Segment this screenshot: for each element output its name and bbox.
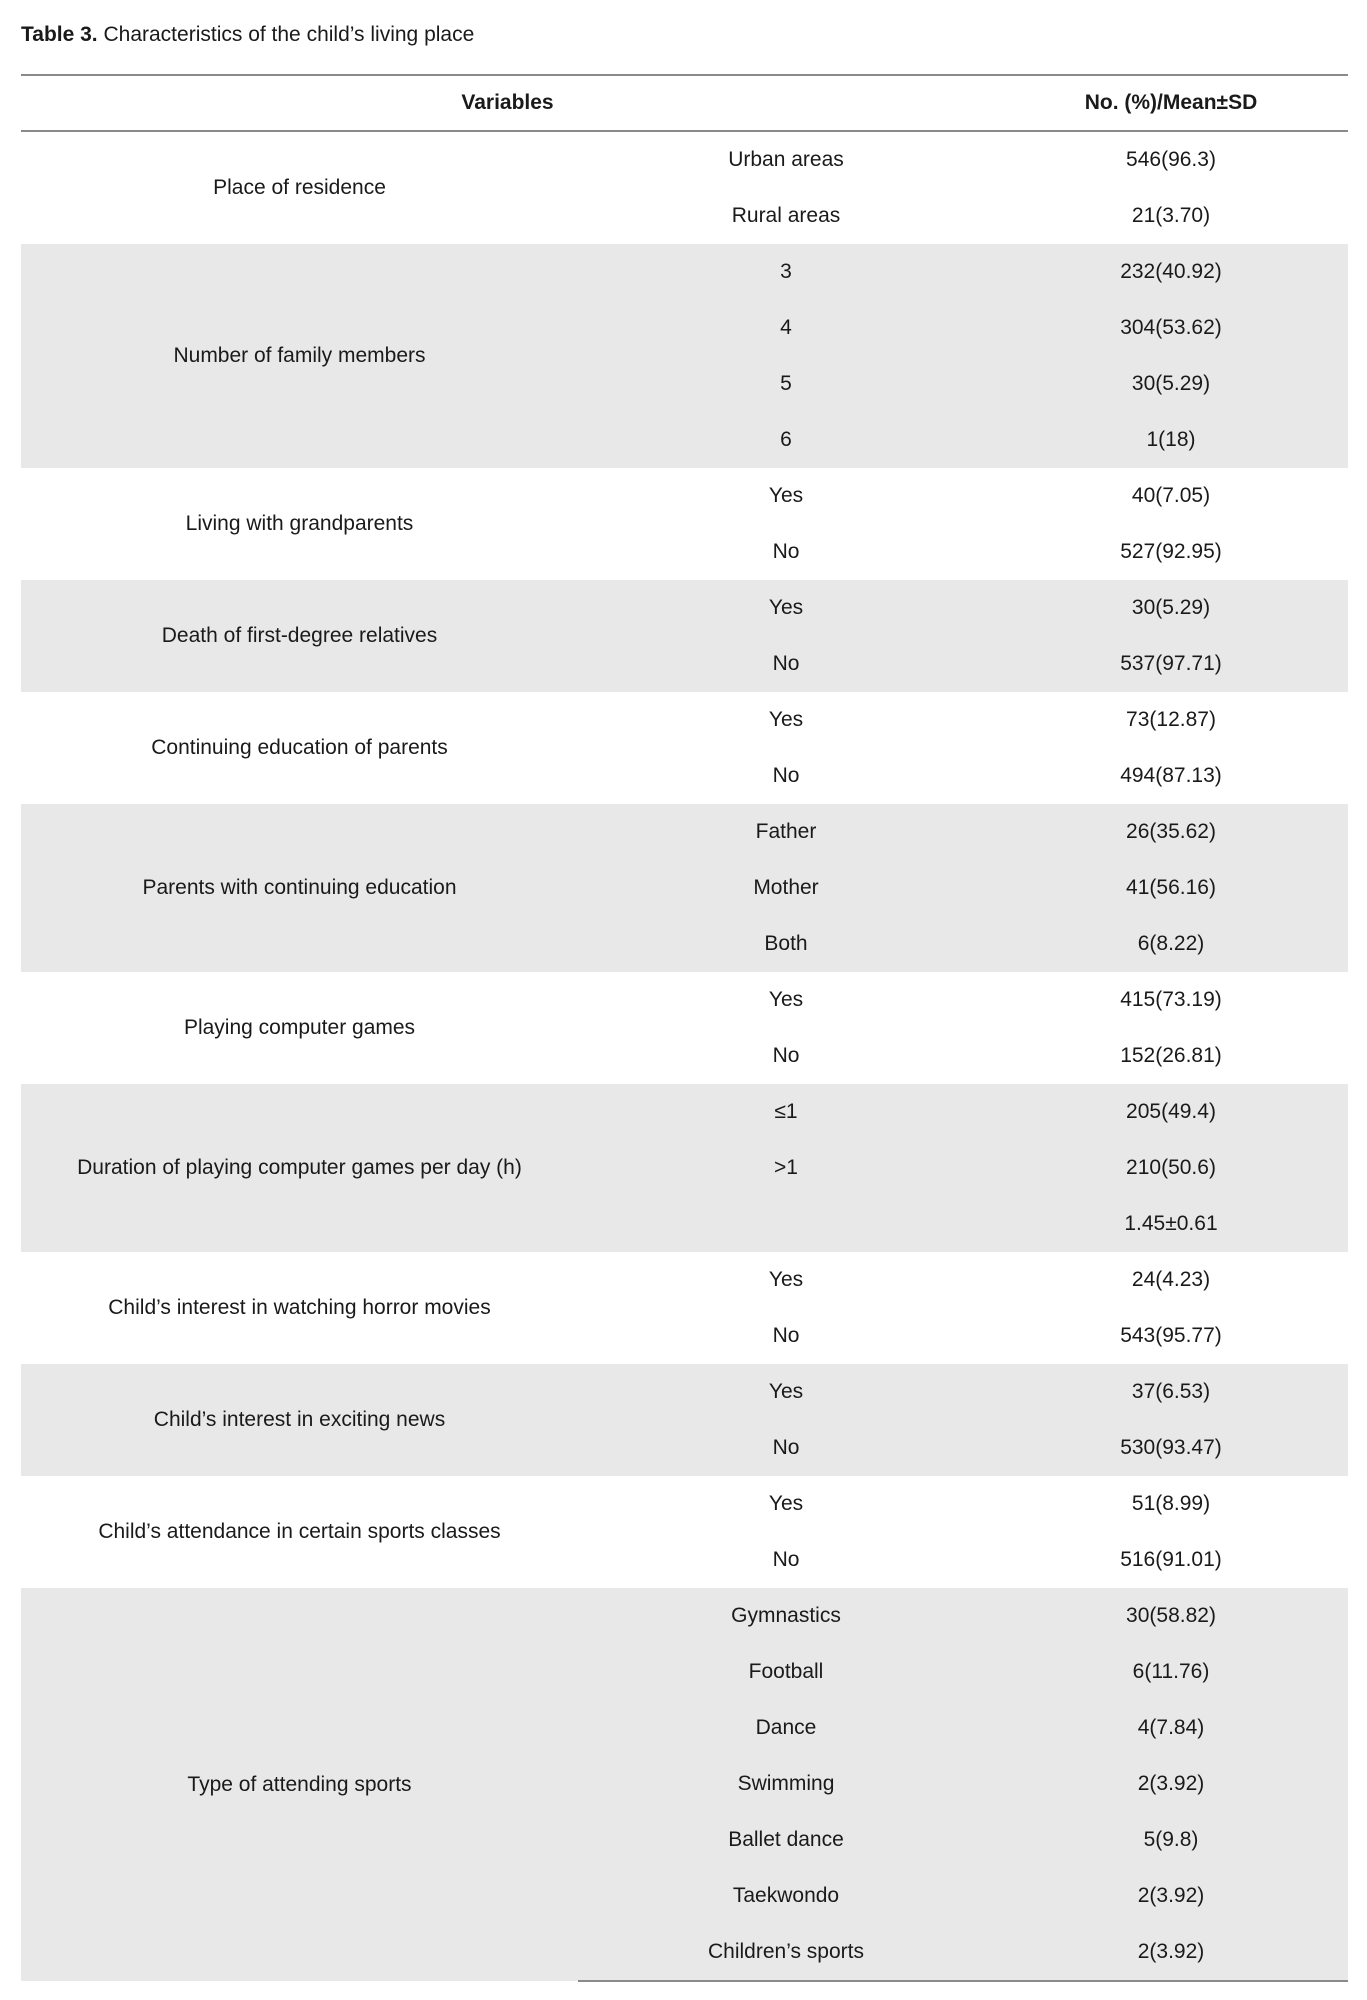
category-cell: 3 [578,244,994,300]
category-cell: 5 [578,356,994,412]
table-row [21,1364,1348,1420]
table-caption-title: Characteristics of the child’s living place [103,23,475,46]
value-cell: 4(7.84) [994,1700,1348,1756]
value-cell: 2(3.92) [994,1756,1348,1812]
category-cell: Gymnastics [578,1588,994,1644]
table-row [21,804,1348,860]
category-cell: No [772,1324,800,1347]
table-caption [21,20,474,50]
value-cell: 543(95.77) [1120,1324,1222,1347]
value-cell: 415(73.19) [1120,988,1222,1011]
table-row [21,580,1348,636]
category-cell: No [772,1044,800,1067]
table-row [21,1588,1348,1644]
value-cell: 205(49.4) [994,1084,1348,1140]
value-cell: 6(11.76) [994,1644,1348,1700]
category-cell: Dance [578,1700,994,1756]
category-cell [578,1196,994,1252]
category-cell: No [772,1548,800,1571]
category-cell: Mother [578,860,994,916]
value-cell: 6(8.22) [994,916,1348,972]
value-cell: 73(12.87) [1126,708,1216,731]
category-cell: Yes [768,1268,804,1291]
category-cell: Yes [768,484,804,507]
value-cell: 304(53.62) [994,300,1348,356]
category-cell: Taekwondo [578,1868,994,1924]
variable-cell: Continuing education of parents [151,736,448,759]
table-caption-label: Table 3. [21,23,98,46]
value-cell: 21(3.70) [1131,204,1211,227]
value-cell: 24(4.23) [1131,1268,1211,1291]
value-cell: 530(93.47) [994,1420,1348,1476]
category-cell: No [578,636,994,692]
value-cell: 51(8.99) [1131,1492,1211,1515]
table-row [21,692,1348,748]
table-row [21,1252,1348,1308]
value-cell: 40(7.05) [1131,484,1211,507]
value-cell: 527(92.95) [1120,540,1222,563]
category-cell: Yes [768,1492,804,1515]
value-cell: 30(5.29) [994,580,1348,636]
category-cell: Both [578,916,994,972]
category-cell: Ballet dance [578,1812,994,1868]
value-cell: 2(3.92) [994,1868,1348,1924]
category-cell: Rural areas [731,204,841,227]
value-cell: 37(6.53) [994,1364,1348,1420]
category-cell: Children’s sports [578,1924,994,1981]
category-cell: Yes [578,1364,994,1420]
variable-cell: Child’s interest in watching horror movies [108,1296,491,1319]
value-cell: 30(5.29) [994,356,1348,412]
variable-cell: Type of attending sports [21,1588,578,1981]
category-cell: Yes [768,988,804,1011]
variable-cell: Child’s attendance in certain sports classes [98,1520,501,1543]
table-row [21,468,1348,524]
variable-cell: Duration of playing computer games per day (h) [21,1084,578,1252]
characteristics-table [21,74,1348,1982]
value-cell: 1.45±0.61 [994,1196,1348,1252]
table-row [21,972,1348,1028]
value-cell: 494(87.13) [1120,764,1222,787]
value-cell: 516(91.01) [1120,1548,1222,1571]
table-row [21,131,1348,188]
variable-cell: Parents with continuing education [21,804,578,972]
value-cell: 537(97.71) [994,636,1348,692]
value-cell: 2(3.92) [994,1924,1348,1981]
category-cell: No [578,1420,994,1476]
value-cell: 546(96.3) [1126,148,1216,171]
variable-cell: Child’s interest in exciting news [21,1364,578,1476]
value-cell: 5(9.8) [994,1812,1348,1868]
value-cell: 30(58.82) [994,1588,1348,1644]
header-variables: Variables [21,75,994,131]
category-cell: No [772,540,800,563]
category-cell: Urban areas [728,148,844,171]
table-row [21,1084,1348,1140]
variable-cell: Number of family members [21,244,578,468]
value-cell: 26(35.62) [994,804,1348,860]
table-row [21,1476,1348,1532]
category-cell: Father [578,804,994,860]
variable-cell: Living with grandparents [185,512,414,535]
value-cell: 41(56.16) [994,860,1348,916]
category-cell: 4 [578,300,994,356]
value-cell: 152(26.81) [1120,1044,1222,1067]
table-body [21,131,1348,1981]
category-cell: No [772,764,800,787]
category-cell: Yes [578,580,994,636]
variable-cell: Place of residence [213,176,386,199]
variable-cell: Playing computer games [183,1016,416,1039]
table-header-row [21,75,1348,131]
value-cell: 210(50.6) [994,1140,1348,1196]
category-cell: Swimming [578,1756,994,1812]
value-cell: 1(18) [994,412,1348,468]
category-cell: 6 [578,412,994,468]
header-value: No. (%)/Mean±SD [994,75,1348,131]
category-cell: ≤1 [578,1084,994,1140]
category-cell: >1 [578,1140,994,1196]
category-cell: Yes [768,708,804,731]
value-cell: 232(40.92) [994,244,1348,300]
category-cell: Football [578,1644,994,1700]
variable-cell: Death of first-degree relatives [21,580,578,692]
table-row [21,244,1348,300]
